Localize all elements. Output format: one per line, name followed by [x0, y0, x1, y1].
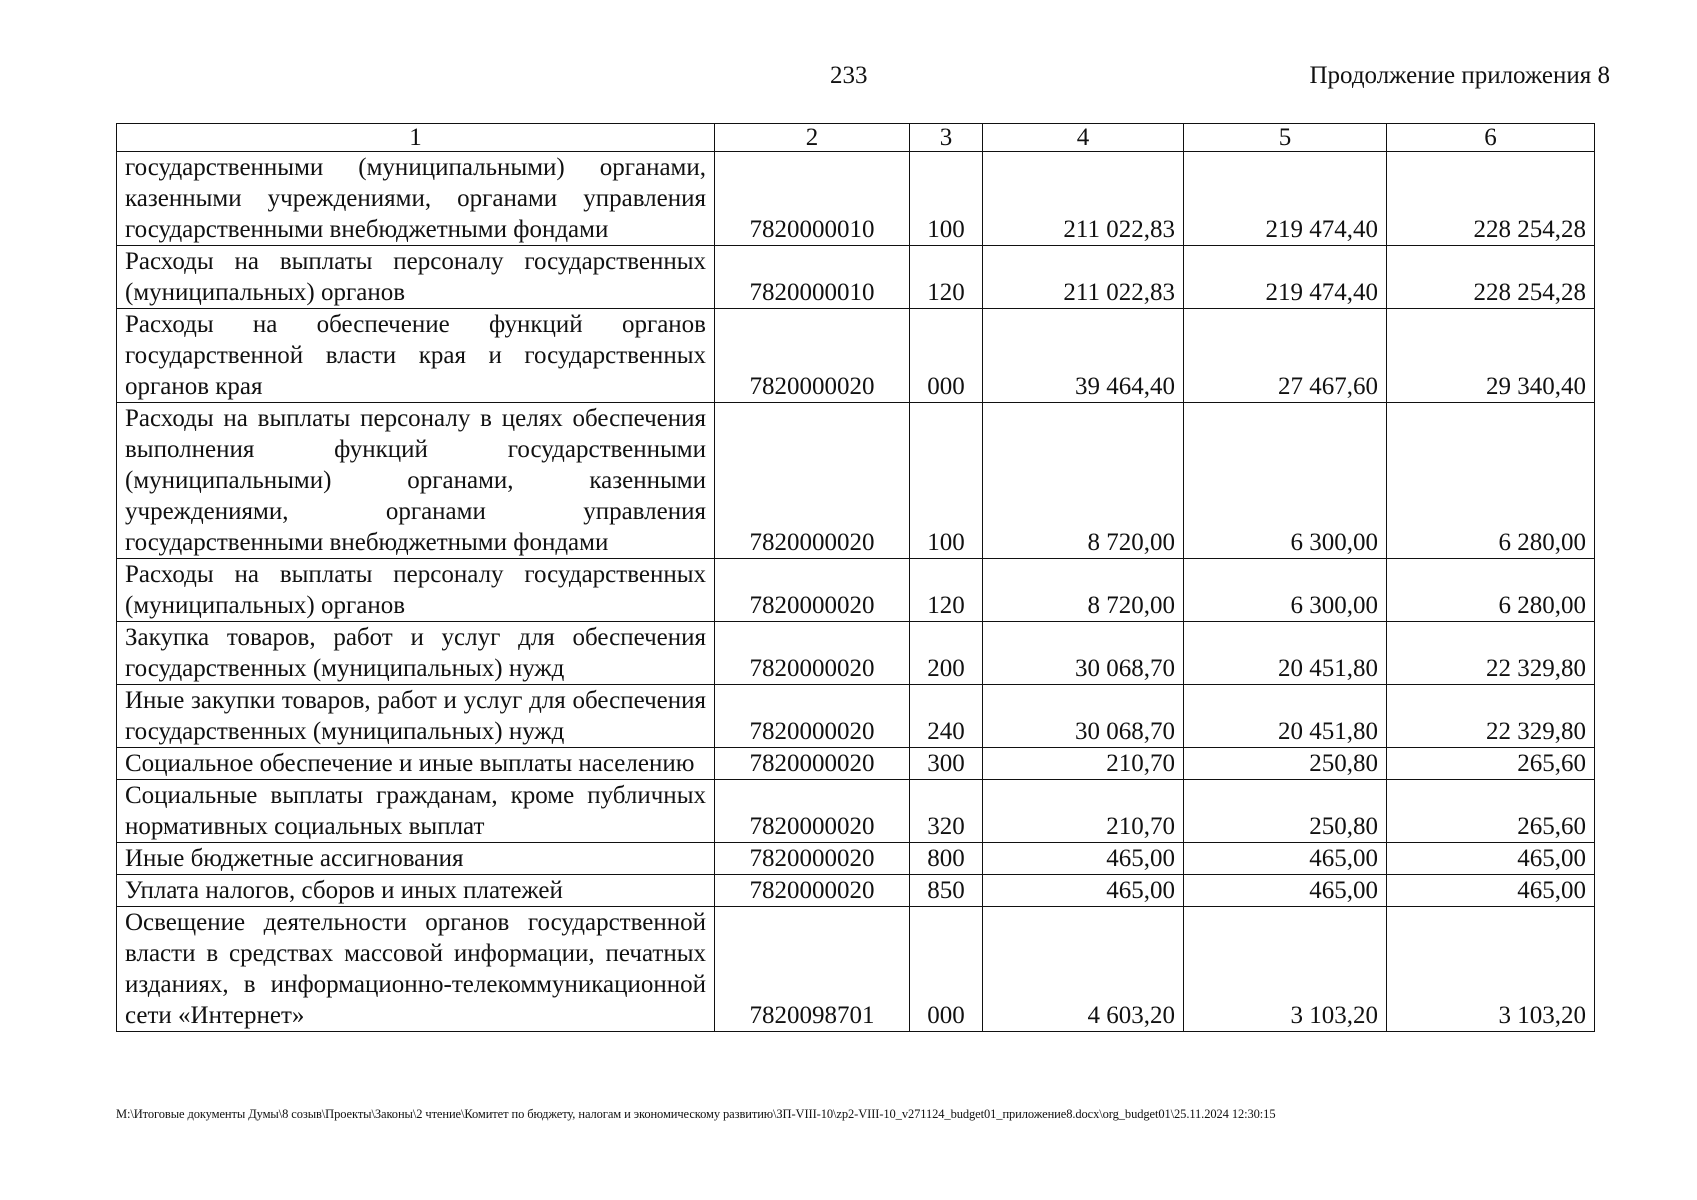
- table-row: [117, 685, 1595, 748]
- row-value-col4: 211 022,83: [983, 152, 1184, 246]
- row-value-col6: 3 103,20: [1387, 907, 1595, 1032]
- row-value-col5: 6 300,00: [1184, 403, 1387, 559]
- table-row: [117, 559, 1595, 622]
- row-expense-type: 320: [910, 780, 983, 843]
- row-expense-type: 200: [910, 622, 983, 685]
- row-expense-type: 240: [910, 685, 983, 748]
- row-value-col6: 265,60: [1387, 748, 1595, 780]
- row-expense-type: 000: [910, 309, 983, 403]
- row-value-col5: 219 474,40: [1184, 246, 1387, 309]
- table-header-row: [117, 124, 1595, 152]
- row-description: Социальное обеспечение и иные выплаты населению: [117, 748, 715, 780]
- row-expense-type: 120: [910, 246, 983, 309]
- row-description: Социальные выплаты гражданам, кроме публичных нормативных социальных выплат: [117, 780, 715, 843]
- column-header-3: 3: [910, 124, 983, 152]
- row-expense-type: 100: [910, 403, 983, 559]
- row-value-col4: 30 068,70: [983, 685, 1184, 748]
- row-value-col4: 465,00: [983, 875, 1184, 907]
- column-header-6: 6: [1387, 124, 1595, 152]
- row-value-col4: 210,70: [983, 748, 1184, 780]
- row-value-col5: 27 467,60: [1184, 309, 1387, 403]
- document-file-path: M:\Итоговые документы Думы\8 созыв\Проекты\Законы\2 чтение\Комитет по бюджету, налогам и экономическому развитию\ЗП-VIII-10\zp2-VIII-10_v271124_budget01_приложение8.docx\org_budget01\25.11.2024 12:30:15: [116, 1107, 1276, 1121]
- row-value-col6: 265,60: [1387, 780, 1595, 843]
- row-target-code: 7820000020: [715, 748, 910, 780]
- row-value-col5: 250,80: [1184, 748, 1387, 780]
- row-value-col6: 22 329,80: [1387, 622, 1595, 685]
- row-value-col5: 6 300,00: [1184, 559, 1387, 622]
- appendix-continuation-title: Продолжение приложения 8: [1309, 62, 1610, 89]
- row-value-col4: 211 022,83: [983, 246, 1184, 309]
- row-expense-type: 000: [910, 907, 983, 1032]
- row-description: Расходы на выплаты персоналу государственных (муниципальных) органов: [117, 559, 715, 622]
- row-expense-type: 120: [910, 559, 983, 622]
- row-expense-type: 850: [910, 875, 983, 907]
- row-target-code: 7820000010: [715, 246, 910, 309]
- row-target-code: 7820000020: [715, 843, 910, 875]
- table-row: [117, 152, 1595, 246]
- row-description: Освещение деятельности органов государственной власти в средствах массовой информации, печатных изданиях, в информационно-телекоммуникационной сети «Интернет»: [117, 907, 715, 1032]
- row-value-col4: 465,00: [983, 843, 1184, 875]
- row-target-code: 7820000020: [715, 403, 910, 559]
- row-expense-type: 800: [910, 843, 983, 875]
- row-value-col6: 228 254,28: [1387, 246, 1595, 309]
- page-number: 233: [830, 62, 868, 89]
- row-target-code: 7820000020: [715, 309, 910, 403]
- row-value-col4: 39 464,40: [983, 309, 1184, 403]
- row-target-code: 7820000020: [715, 875, 910, 907]
- budget-table: [116, 123, 1595, 1032]
- row-value-col5: 219 474,40: [1184, 152, 1387, 246]
- row-value-col6: 465,00: [1387, 875, 1595, 907]
- row-target-code: 7820000010: [715, 152, 910, 246]
- row-description: Расходы на обеспечение функций органов государственной власти края и государственных органов края: [117, 309, 715, 403]
- row-value-col6: 29 340,40: [1387, 309, 1595, 403]
- table-row: [117, 246, 1595, 309]
- table-row: [117, 907, 1595, 1032]
- row-value-col5: 20 451,80: [1184, 685, 1387, 748]
- row-target-code: 7820000020: [715, 622, 910, 685]
- row-value-col5: 465,00: [1184, 843, 1387, 875]
- row-value-col6: 22 329,80: [1387, 685, 1595, 748]
- row-value-col5: 250,80: [1184, 780, 1387, 843]
- table-row: [117, 748, 1595, 780]
- row-value-col6: 6 280,00: [1387, 403, 1595, 559]
- row-target-code: 7820098701: [715, 907, 910, 1032]
- row-value-col5: 20 451,80: [1184, 622, 1387, 685]
- row-value-col5: 3 103,20: [1184, 907, 1387, 1032]
- row-description: Закупка товаров, работ и услуг для обеспечения государственных (муниципальных) нужд: [117, 622, 715, 685]
- column-header-2: 2: [715, 124, 910, 152]
- row-value-col5: 465,00: [1184, 875, 1387, 907]
- row-value-col6: 465,00: [1387, 843, 1595, 875]
- row-description: Иные бюджетные ассигнования: [117, 843, 715, 875]
- row-description: государственными (муниципальными) органами, казенными учреждениями, органами управления государственными внебюджетными фондами: [117, 152, 715, 246]
- table-row: [117, 875, 1595, 907]
- column-header-4: 4: [983, 124, 1184, 152]
- row-target-code: 7820000020: [715, 559, 910, 622]
- row-description: Уплата налогов, сборов и иных платежей: [117, 875, 715, 907]
- table-row: [117, 780, 1595, 843]
- row-target-code: 7820000020: [715, 780, 910, 843]
- row-value-col4: 30 068,70: [983, 622, 1184, 685]
- row-value-col6: 228 254,28: [1387, 152, 1595, 246]
- row-expense-type: 300: [910, 748, 983, 780]
- table-row: [117, 309, 1595, 403]
- column-header-5: 5: [1184, 124, 1387, 152]
- row-expense-type: 100: [910, 152, 983, 246]
- row-value-col4: 8 720,00: [983, 559, 1184, 622]
- column-header-1: 1: [117, 124, 715, 152]
- row-description: Иные закупки товаров, работ и услуг для обеспечения государственных (муниципальных) нужд: [117, 685, 715, 748]
- table-row: [117, 622, 1595, 685]
- row-description: Расходы на выплаты персоналу в целях обеспечения выполнения функций государственными (муниципальными) органами, казенными учреждениями, органами управления государственными внебюджетными фондами: [117, 403, 715, 559]
- row-value-col4: 4 603,20: [983, 907, 1184, 1032]
- table-row: [117, 403, 1595, 559]
- row-description: Расходы на выплаты персоналу государственных (муниципальных) органов: [117, 246, 715, 309]
- row-value-col6: 6 280,00: [1387, 559, 1595, 622]
- row-value-col4: 210,70: [983, 780, 1184, 843]
- row-target-code: 7820000020: [715, 685, 910, 748]
- table-row: [117, 843, 1595, 875]
- row-value-col4: 8 720,00: [983, 403, 1184, 559]
